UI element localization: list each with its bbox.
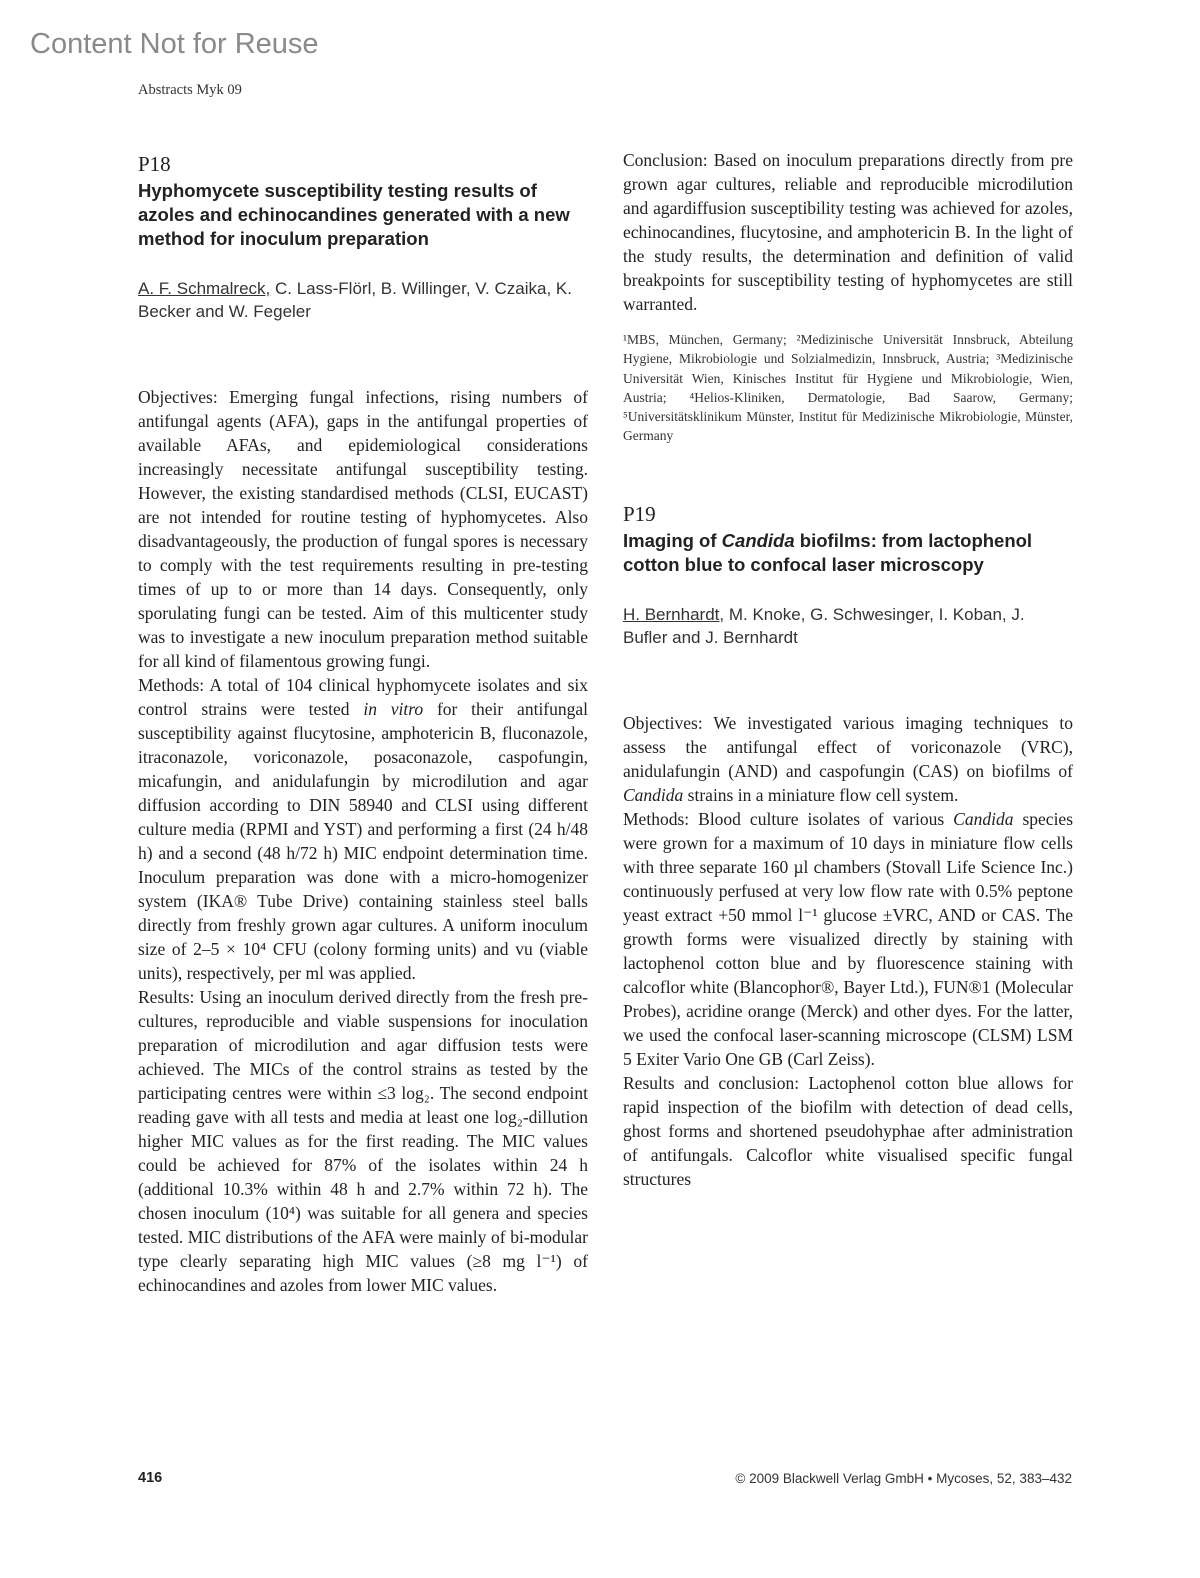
objectives-label: Objectives:	[138, 387, 218, 407]
author-list	[623, 603, 1073, 649]
methods-italic: in vitro	[363, 699, 424, 719]
results-paragraph	[623, 1071, 1073, 1191]
abstract-p18	[138, 148, 588, 1297]
abstract-id: P18	[138, 152, 171, 176]
methods-label: Methods:	[138, 675, 205, 695]
results-label: Results and conclusion:	[623, 1072, 800, 1093]
right-column	[623, 148, 1073, 1191]
results-text: Lactophenol cotton blue allows for rapid inspection of the biofilm with detection of dead cells, ghost forms and shortened pseudohyphae after administration of antifungals. Calcoflor white visualised specific fungal structures	[623, 1072, 1073, 1189]
methods-text-cont: for their antifungal susceptibility against flucytosine, amphotericin B, fluconazole, itraconazole, voriconazole, posaconazole, caspofungin, micafungin, and anidulafungin by microdilution and agar diffusion according to DIN 58940 and CLSI using different culture media (RPMI and YST) and performing a first (24 h/48 h) and a second (48 h/72 h) MIC endpoint determination time. Inoculum preparation was done with a micro-homogenizer system (IKA® Tube Drive) containing stainless steel balls directly from freshly grown agar cultures. A uniform inoculum size of 2–5 × 10⁴ CFU (colony forming units) and vu (viable units), respectively, per ml was applied.	[138, 699, 589, 983]
title-part: biofilms: from lactophenol cotton blue to confocal laser microscopy	[623, 529, 1033, 575]
running-head: Abstracts Myk 09	[138, 82, 242, 98]
objectives-paragraph	[623, 711, 1073, 807]
conclusion-text: Based on inoculum preparations directly from pre grown agar cultures, reliable and reproducible microdilution and agardiffusion susceptibility testing was achieved for azoles, echinocandines, flucytosine, and amphotericin B. In the light of the study results, the determination and definition of valid breakpoints for susceptibility testing of hyphomycetes are still warranted.	[623, 150, 1073, 314]
conclusion-paragraph	[623, 148, 1073, 316]
methods-italic: Candida	[953, 808, 1014, 829]
co-authors: C. Lass-Flörl, B. Willinger, V. Czaika, K. Becker and W. Fegeler	[138, 279, 572, 321]
results-label: Results:	[138, 987, 195, 1007]
watermark-text: Content Not for Reuse	[30, 28, 319, 60]
author-list	[138, 277, 588, 323]
abstract-title	[623, 529, 1073, 577]
methods-label: Methods:	[623, 808, 690, 829]
methods-text: Blood culture isolates of various	[698, 808, 945, 829]
title-part: Imaging of	[623, 529, 717, 551]
abstract-p19	[623, 502, 1073, 1191]
methods-text-cont: species were grown for a maximum of 10 days in miniature flow cells with three separate 160 µl chambers (Stovall Life Science Inc.) continuously perfused at very low flow rate with 0.5% peptone yeast extract +50 mmol l⁻¹ glucose ±VRC, AND or CAS. The growth forms were visualized directly by staining with lactophenol cotton blue and by fluorescence staining with calcoflor white (Blancophor®, Bayer Ltd.), FUN®1 (Molecular Probes), acridine orange (Merck) and other dyes. For the latter, we used the confocal laser-scanning microscope (CLSM) LSM 5 Exiter Vario One GB (Carl Zeiss).	[623, 808, 1074, 1069]
page-number: 416	[138, 1470, 163, 1486]
title-italic: Candida	[721, 529, 795, 551]
results-text: Using an inoculum derived directly from the fresh pre-cultures, reproducible and viable suspensions for inoculation preparation of microdilution and agar diffusion tests were achieved. The MICs of the control strains as tested by the participating centres were within ≤3 log₂. The second endpoint reading gave with all tests and media at least one log₂-dillution higher MIC values as for the first reading. The MIC values could be achieved for 87% of the isolates within 24 h (additional 10.3% within 48 h and 2.7% within 72 h). The chosen inoculum (10⁴) was suitable for all genera and species tested. MIC distributions of the AFA were mainly of bi-modular type clearly separating high MIC values (≥8 mg l⁻¹) of echinocandines and azoles from lower MIC values.	[138, 987, 589, 1295]
affiliations: ¹MBS, München, Germany; ²Medizinische Universität Innsbruck, Abteilung Hygiene, Mikrobiologie und Solzialmedizin, Innsbruck, Austria; ³Medizinische Universität Wien, Kinisches Institut für Hygiene und Mikrobiologie, Wien, Austria; ⁴Helios-Kliniken, Dermatologie, Bad Saarow, Germany; ⁵Universitätsklinikum Münster, Institut für Medizinische Mikrobiologie, Münster, Germany	[623, 332, 1073, 444]
co-authors: M. Knoke, G. Schwesinger, I. Koban, J. Bufler and J. Bernhardt	[623, 604, 1025, 647]
abstract-id: P19	[623, 501, 656, 526]
presenting-author: H. Bernhardt,	[623, 604, 725, 624]
methods-paragraph	[138, 673, 588, 985]
copyright-citation: © 2009 Blackwell Verlag GmbH • Mycoses, 52, 383–432	[735, 1471, 1072, 1486]
results-paragraph	[138, 985, 588, 1297]
objectives-text: We investigated various imaging techniques to assess the antifungal effect of voriconazole (VRC), anidulafungin (AND) and caspofungin (CAS) on biofilms of	[623, 712, 1074, 781]
objectives-text-cont: strains in a miniature flow cell system.	[687, 784, 959, 805]
objectives-italic: Candida	[623, 784, 684, 805]
presenting-author: A. F. Schmalreck,	[138, 279, 271, 298]
abstract-title: Hyphomycete susceptibility testing results of azoles and echinocandines generated with a new method for inoculum preparation	[138, 180, 570, 249]
objectives-text: Emerging fungal infections, rising numbers of antifungal agents (AFA), gaps in the antifungal properties of available AFAs, and epidemiological considerations increasingly necessitate antifungal susceptibility testing. However, the existing standardised methods (CLSI, EUCAST) are not intended for routine testing of hyphomycetes. Also disadvantageously, the production of fungal spores is necessary to comply with the test requirements resulting in pre-testing times of up to or more than 14 days. Consequently, only sporulating fungi can be tested. Aim of this multicenter study was to investigate a new inoculum preparation method suitable for all kind of filamentous growing fungi.	[138, 387, 588, 671]
methods-paragraph	[623, 807, 1073, 1071]
objectives-label: Objectives:	[623, 712, 703, 733]
conclusion-label: Conclusion:	[623, 150, 708, 170]
methods-text: A total of 104 clinical hyphomycete isolates and six control strains were tested	[138, 675, 588, 719]
objectives-paragraph	[138, 385, 588, 673]
